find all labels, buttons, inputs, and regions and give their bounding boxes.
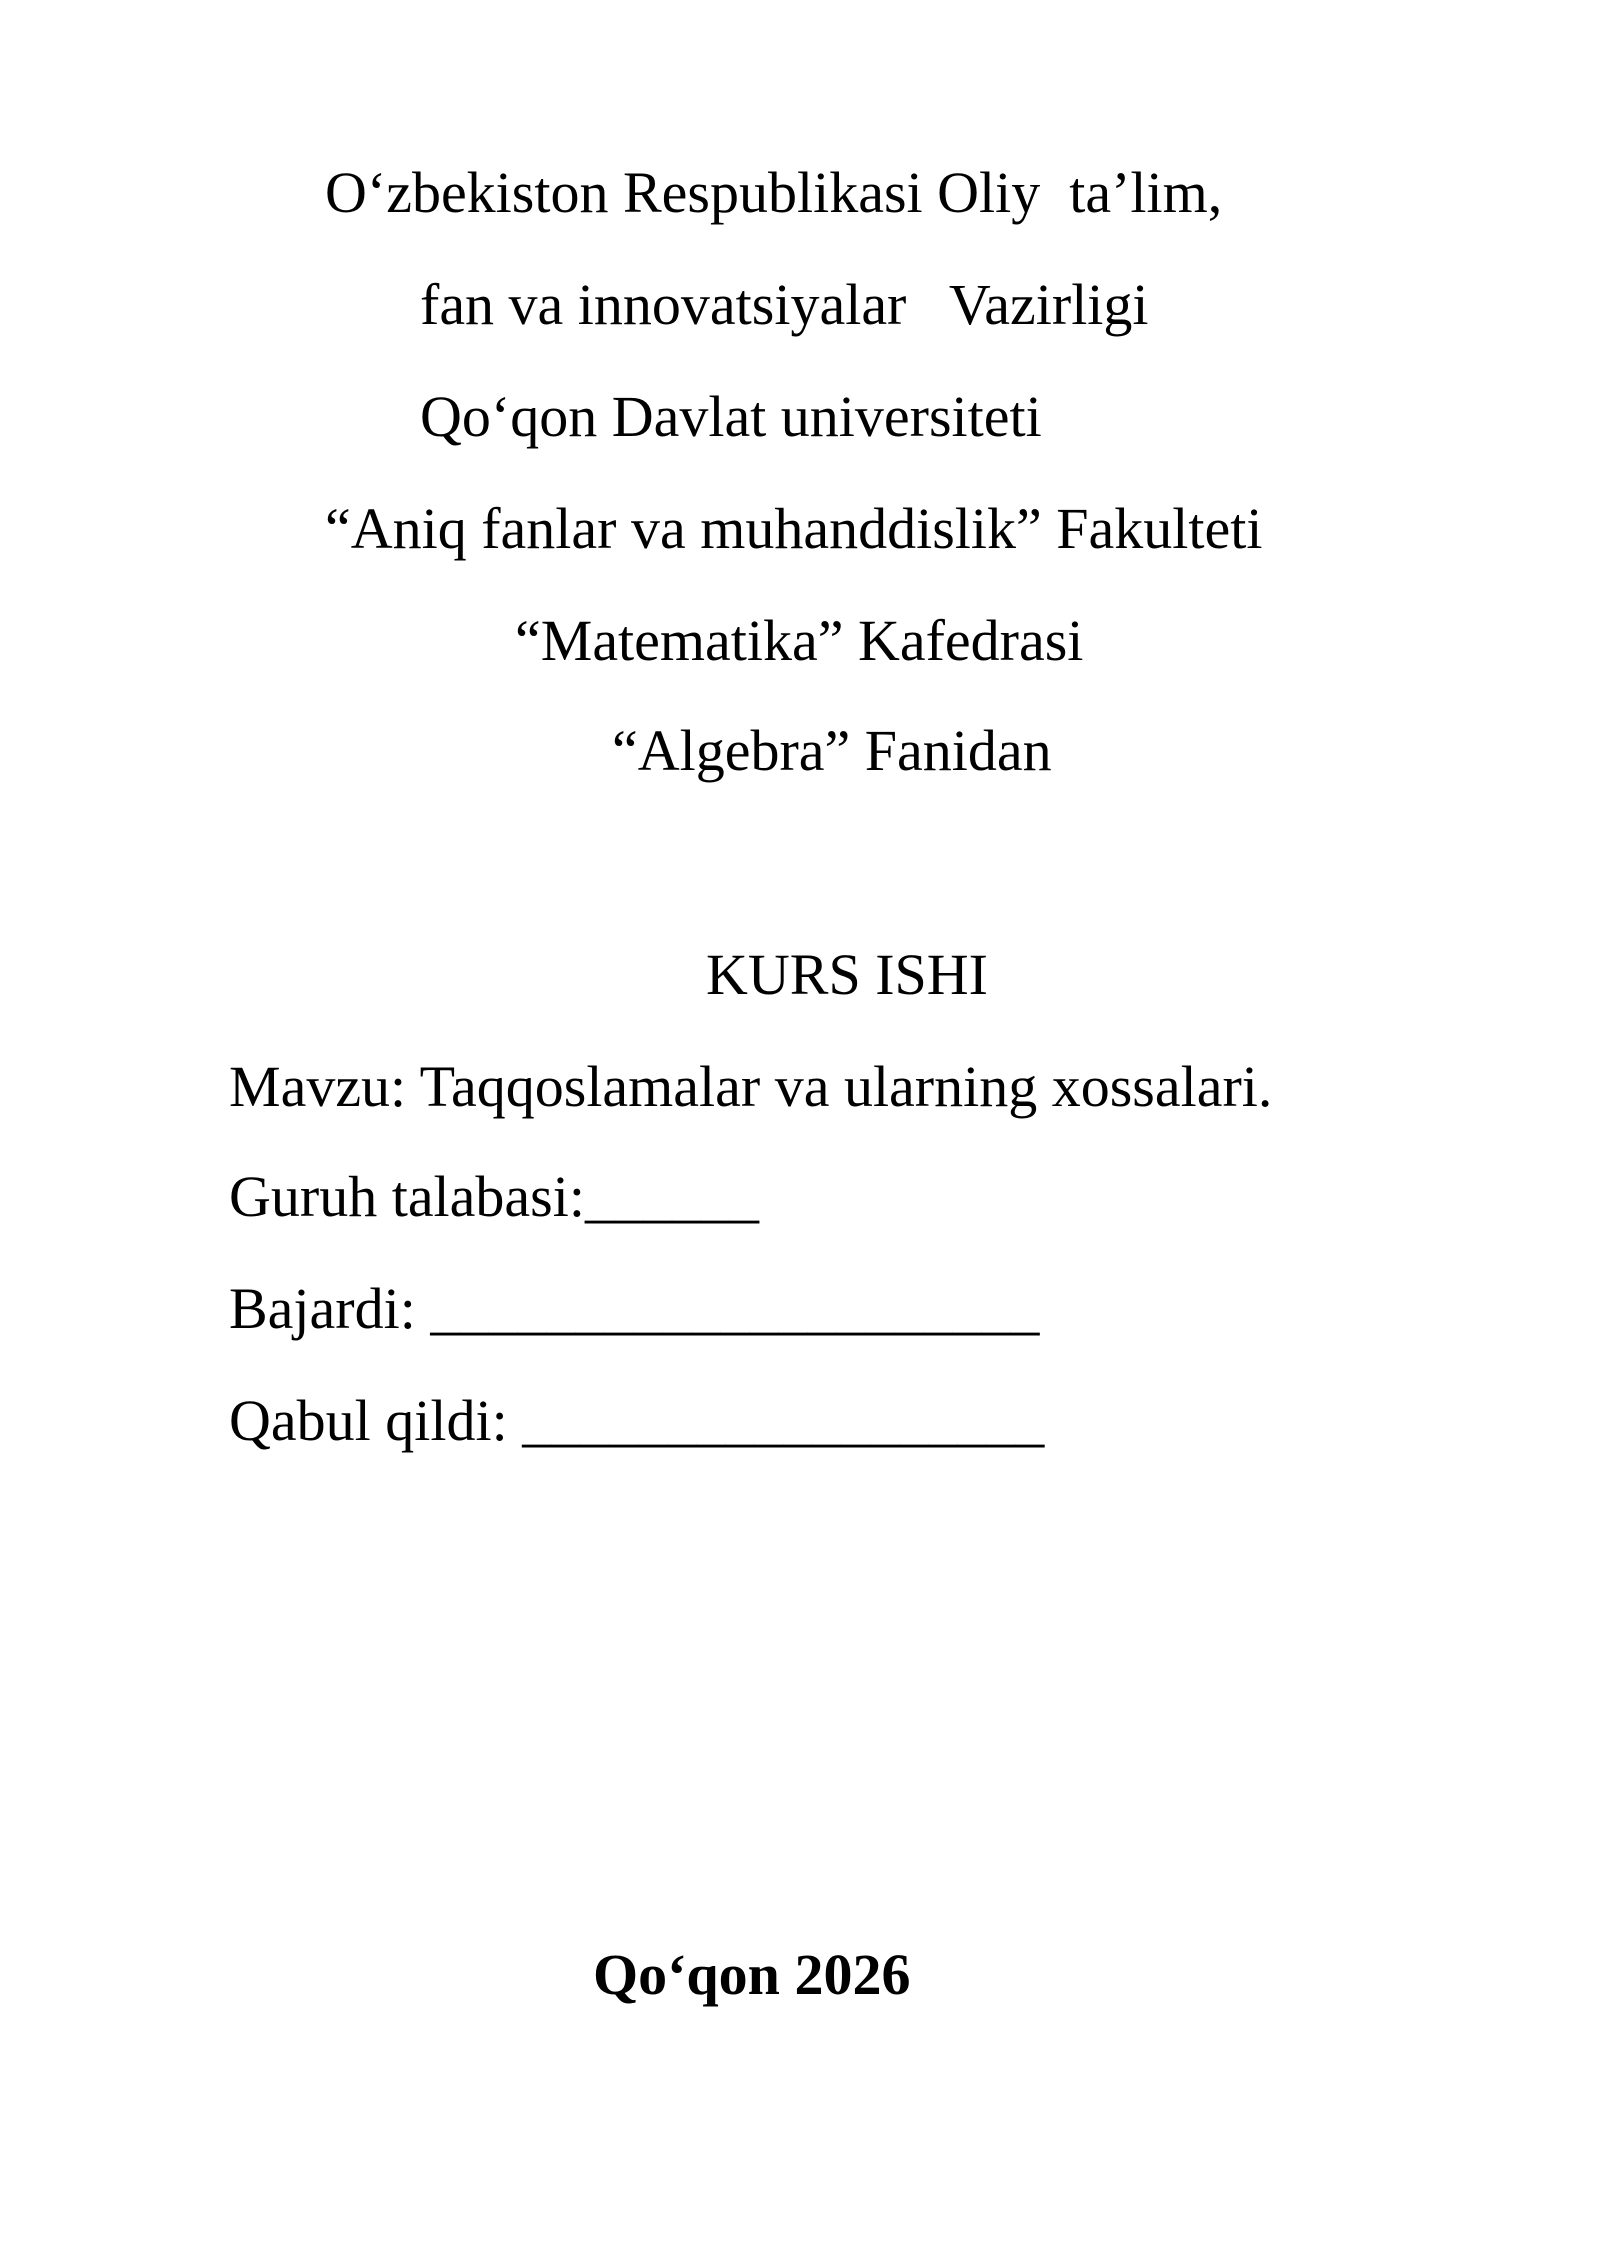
city-year: Qo‘qon 2026 [593, 1942, 911, 2007]
work-type-title: KURS ISHI [706, 942, 988, 1007]
ministry-line-2: fan va innovatsiyalar Vazirligi [420, 272, 1149, 337]
completed-by-line: Bajardi: _____________________ [229, 1276, 1040, 1341]
topic-line: Mavzu: Taqqoslamalar va ularning xossalari. [229, 1054, 1273, 1119]
faculty-name: “Aniq fanlar va muhanddislik” Fakulteti [325, 496, 1263, 561]
subject-name: “Algebra” Fanidan [612, 718, 1052, 783]
accepted-by-line: Qabul qildi: __________________ [229, 1388, 1045, 1453]
department-name: “Matematika” Kafedrasi [515, 608, 1084, 673]
university-name: Qo‘qon Davlat universiteti [420, 384, 1042, 449]
ministry-line-1: O‘zbekiston Respublikasi Oliy ta’lim, [325, 160, 1223, 225]
group-student-line: Guruh talabasi:______ [229, 1164, 759, 1229]
